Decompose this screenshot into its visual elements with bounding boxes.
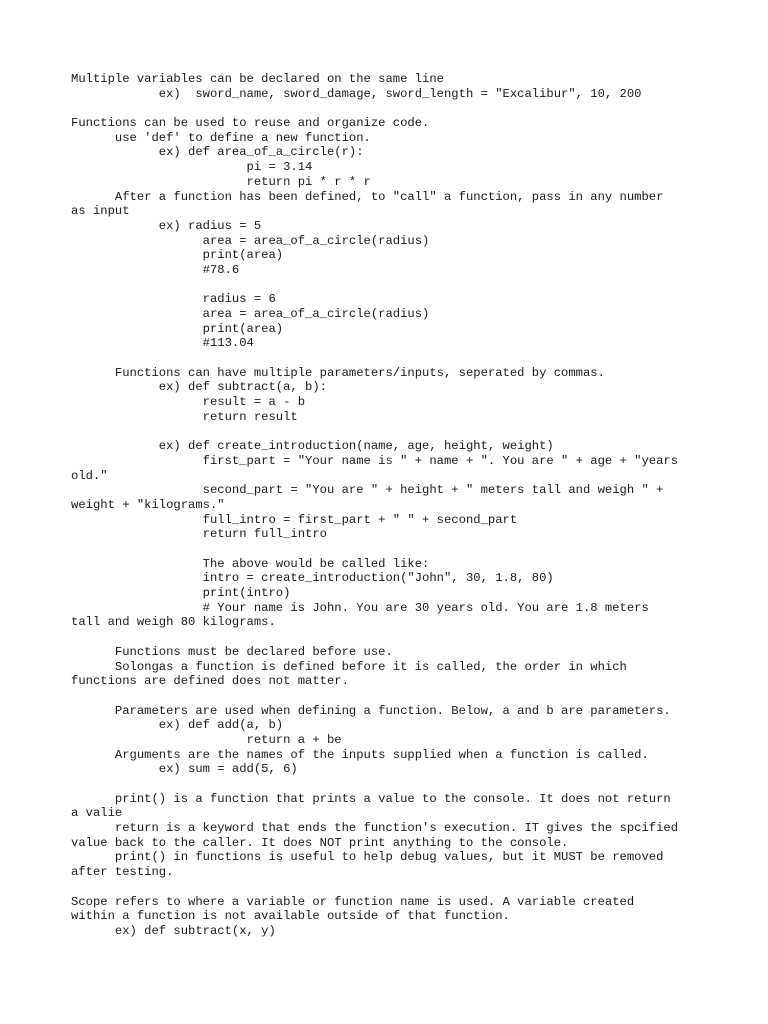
text-line: Functions can be used to reuse and organize code. xyxy=(71,116,430,131)
text-line: Parameters are used when defining a function. Below, a and b are parameters. xyxy=(71,703,671,718)
text-line: Functions must be declared before use. xyxy=(71,644,393,659)
text-line: ex) def subtract(x, y) xyxy=(71,923,276,938)
text-line: first_part = "Your name is " + name + ". You are " + age + "years xyxy=(71,453,679,468)
text-line: #78.6 xyxy=(71,262,240,277)
text-line: a valie xyxy=(71,806,123,821)
text-line: The above would be called like: xyxy=(71,556,430,571)
text-line xyxy=(71,777,711,792)
text-line xyxy=(71,630,711,645)
text-line: ex) def subtract(a, b): xyxy=(71,380,327,395)
text-line: radius = 6 xyxy=(71,292,276,307)
text-line: print(area) xyxy=(71,321,284,336)
text-line: After a function has been defined, to "call" a function, pass in any number xyxy=(71,189,664,204)
text-line: area = area_of_a_circle(radius) xyxy=(71,307,430,321)
text-line: print() in functions is useful to help debug values, but it MUST be removed xyxy=(71,850,664,865)
text-line: ex) def create_introduction(name, age, height, weight) xyxy=(71,439,554,454)
text-line: after testing. xyxy=(71,865,174,880)
text-line: old." xyxy=(71,468,108,483)
text-line: within a function is not available outside of that function. xyxy=(71,909,510,924)
text-line: ex) def add(a, b) xyxy=(71,718,284,733)
text-line: tall and weigh 80 kilograms. xyxy=(71,615,276,630)
text-line: pi = 3.14 xyxy=(71,160,313,175)
text-line: ex) radius = 5 xyxy=(71,218,262,233)
text-line: print() is a function that prints a value to the console. It does not return xyxy=(71,791,671,806)
text-line: ex) sword_name, sword_damage, sword_length = "Excalibur", 10, 200 xyxy=(71,86,642,101)
text-line: full_intro = first_part + " " + second_part xyxy=(71,512,518,527)
text-line: result = a - b xyxy=(71,395,306,410)
text-line xyxy=(71,278,711,293)
text-line: weight + "kilograms." xyxy=(71,497,225,512)
text-line xyxy=(71,101,711,116)
text-line: return a + be xyxy=(71,732,342,747)
text-line: functions are defined does not matter. xyxy=(71,674,349,689)
text-line: #113.04 xyxy=(71,336,254,351)
text-line: as input xyxy=(71,204,130,219)
text-line xyxy=(71,351,711,366)
text-line xyxy=(71,425,711,440)
text-line: area = area_of_a_circle(radius) xyxy=(71,233,430,248)
text-line: Functions can have multiple parameters/inputs, seperated by commas. xyxy=(71,365,605,380)
text-line: Scope refers to where a variable or function name is used. A variable created xyxy=(71,894,635,909)
text-line: print(area) xyxy=(71,248,284,263)
text-line xyxy=(71,689,711,704)
text-line: return full_intro xyxy=(71,527,327,542)
text-line: # Your name is John. You are 30 years old. You are 1.8 meters xyxy=(71,600,649,615)
document-page xyxy=(71,72,711,939)
text-line: return pi * r * r xyxy=(71,174,371,189)
text-line: return result xyxy=(71,409,298,424)
text-line: use 'def' to define a new function. xyxy=(71,130,371,145)
text-line: intro = create_introduction("John", 30, 1.8, 80) xyxy=(71,571,554,586)
text-line: value back to the caller. It does NOT print anything to the console. xyxy=(71,835,569,850)
text-line: return is a keyword that ends the function's execution. IT gives the spcified xyxy=(71,821,679,836)
text-line: ex) def area_of_a_circle(r): xyxy=(71,145,364,160)
text-line: Solongas a function is defined before it is called, the order in which xyxy=(71,659,627,674)
text-line xyxy=(71,542,711,557)
text-line: second_part = "You are " + height + " meters tall and weigh " + xyxy=(71,483,664,498)
text-line xyxy=(71,880,711,895)
text-line: print(intro) xyxy=(71,586,291,601)
text-line: Multiple variables can be declared on the same line xyxy=(71,72,444,86)
text-line: Arguments are the names of the inputs supplied when a function is called. xyxy=(71,747,649,762)
text-line: ex) sum = add(5, 6) xyxy=(71,762,298,777)
